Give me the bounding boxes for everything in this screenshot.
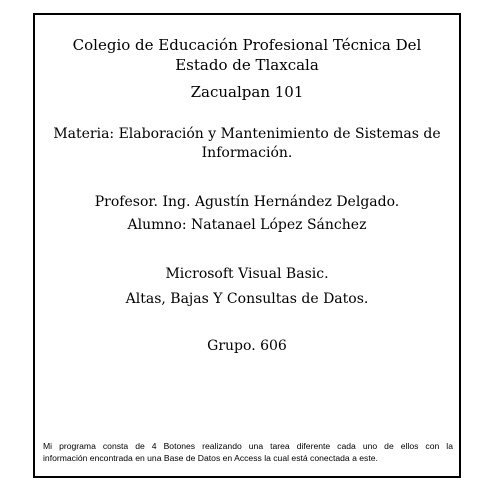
institution-name-line-2: Estado de Tlaxcala: [175, 56, 319, 74]
cover-page-frame: [33, 13, 461, 478]
note-line-2: información encontrada en una Base de Datos en Access la cual está conectada a este.: [43, 453, 378, 463]
campus-name: Zacualpan 101: [190, 83, 304, 101]
group-number: Grupo. 606: [207, 338, 287, 354]
topic-line-2: Altas, Bajas Y Consultas de Datos.: [125, 291, 369, 307]
teacher-name: Profesor. Ing. Agustín Hernández Delgado.: [94, 194, 400, 210]
subject-line-1: Materia: Elaboración y Mantenimiento de Sistemas de: [53, 126, 441, 142]
subject-line-2: Información.: [201, 145, 293, 161]
institution-name-line-1: Colegio de Educación Profesional Técnica Del: [72, 36, 422, 54]
topic-line-1: Microsoft Visual Basic.: [165, 266, 329, 282]
note-line-1: Mi programa consta de 4 Botones realizando una tarea diferente cada uno de ellos con la: [43, 441, 453, 451]
program-description-note: [43, 440, 453, 464]
student-name: Alumno: Natanael López Sánchez: [127, 217, 367, 233]
